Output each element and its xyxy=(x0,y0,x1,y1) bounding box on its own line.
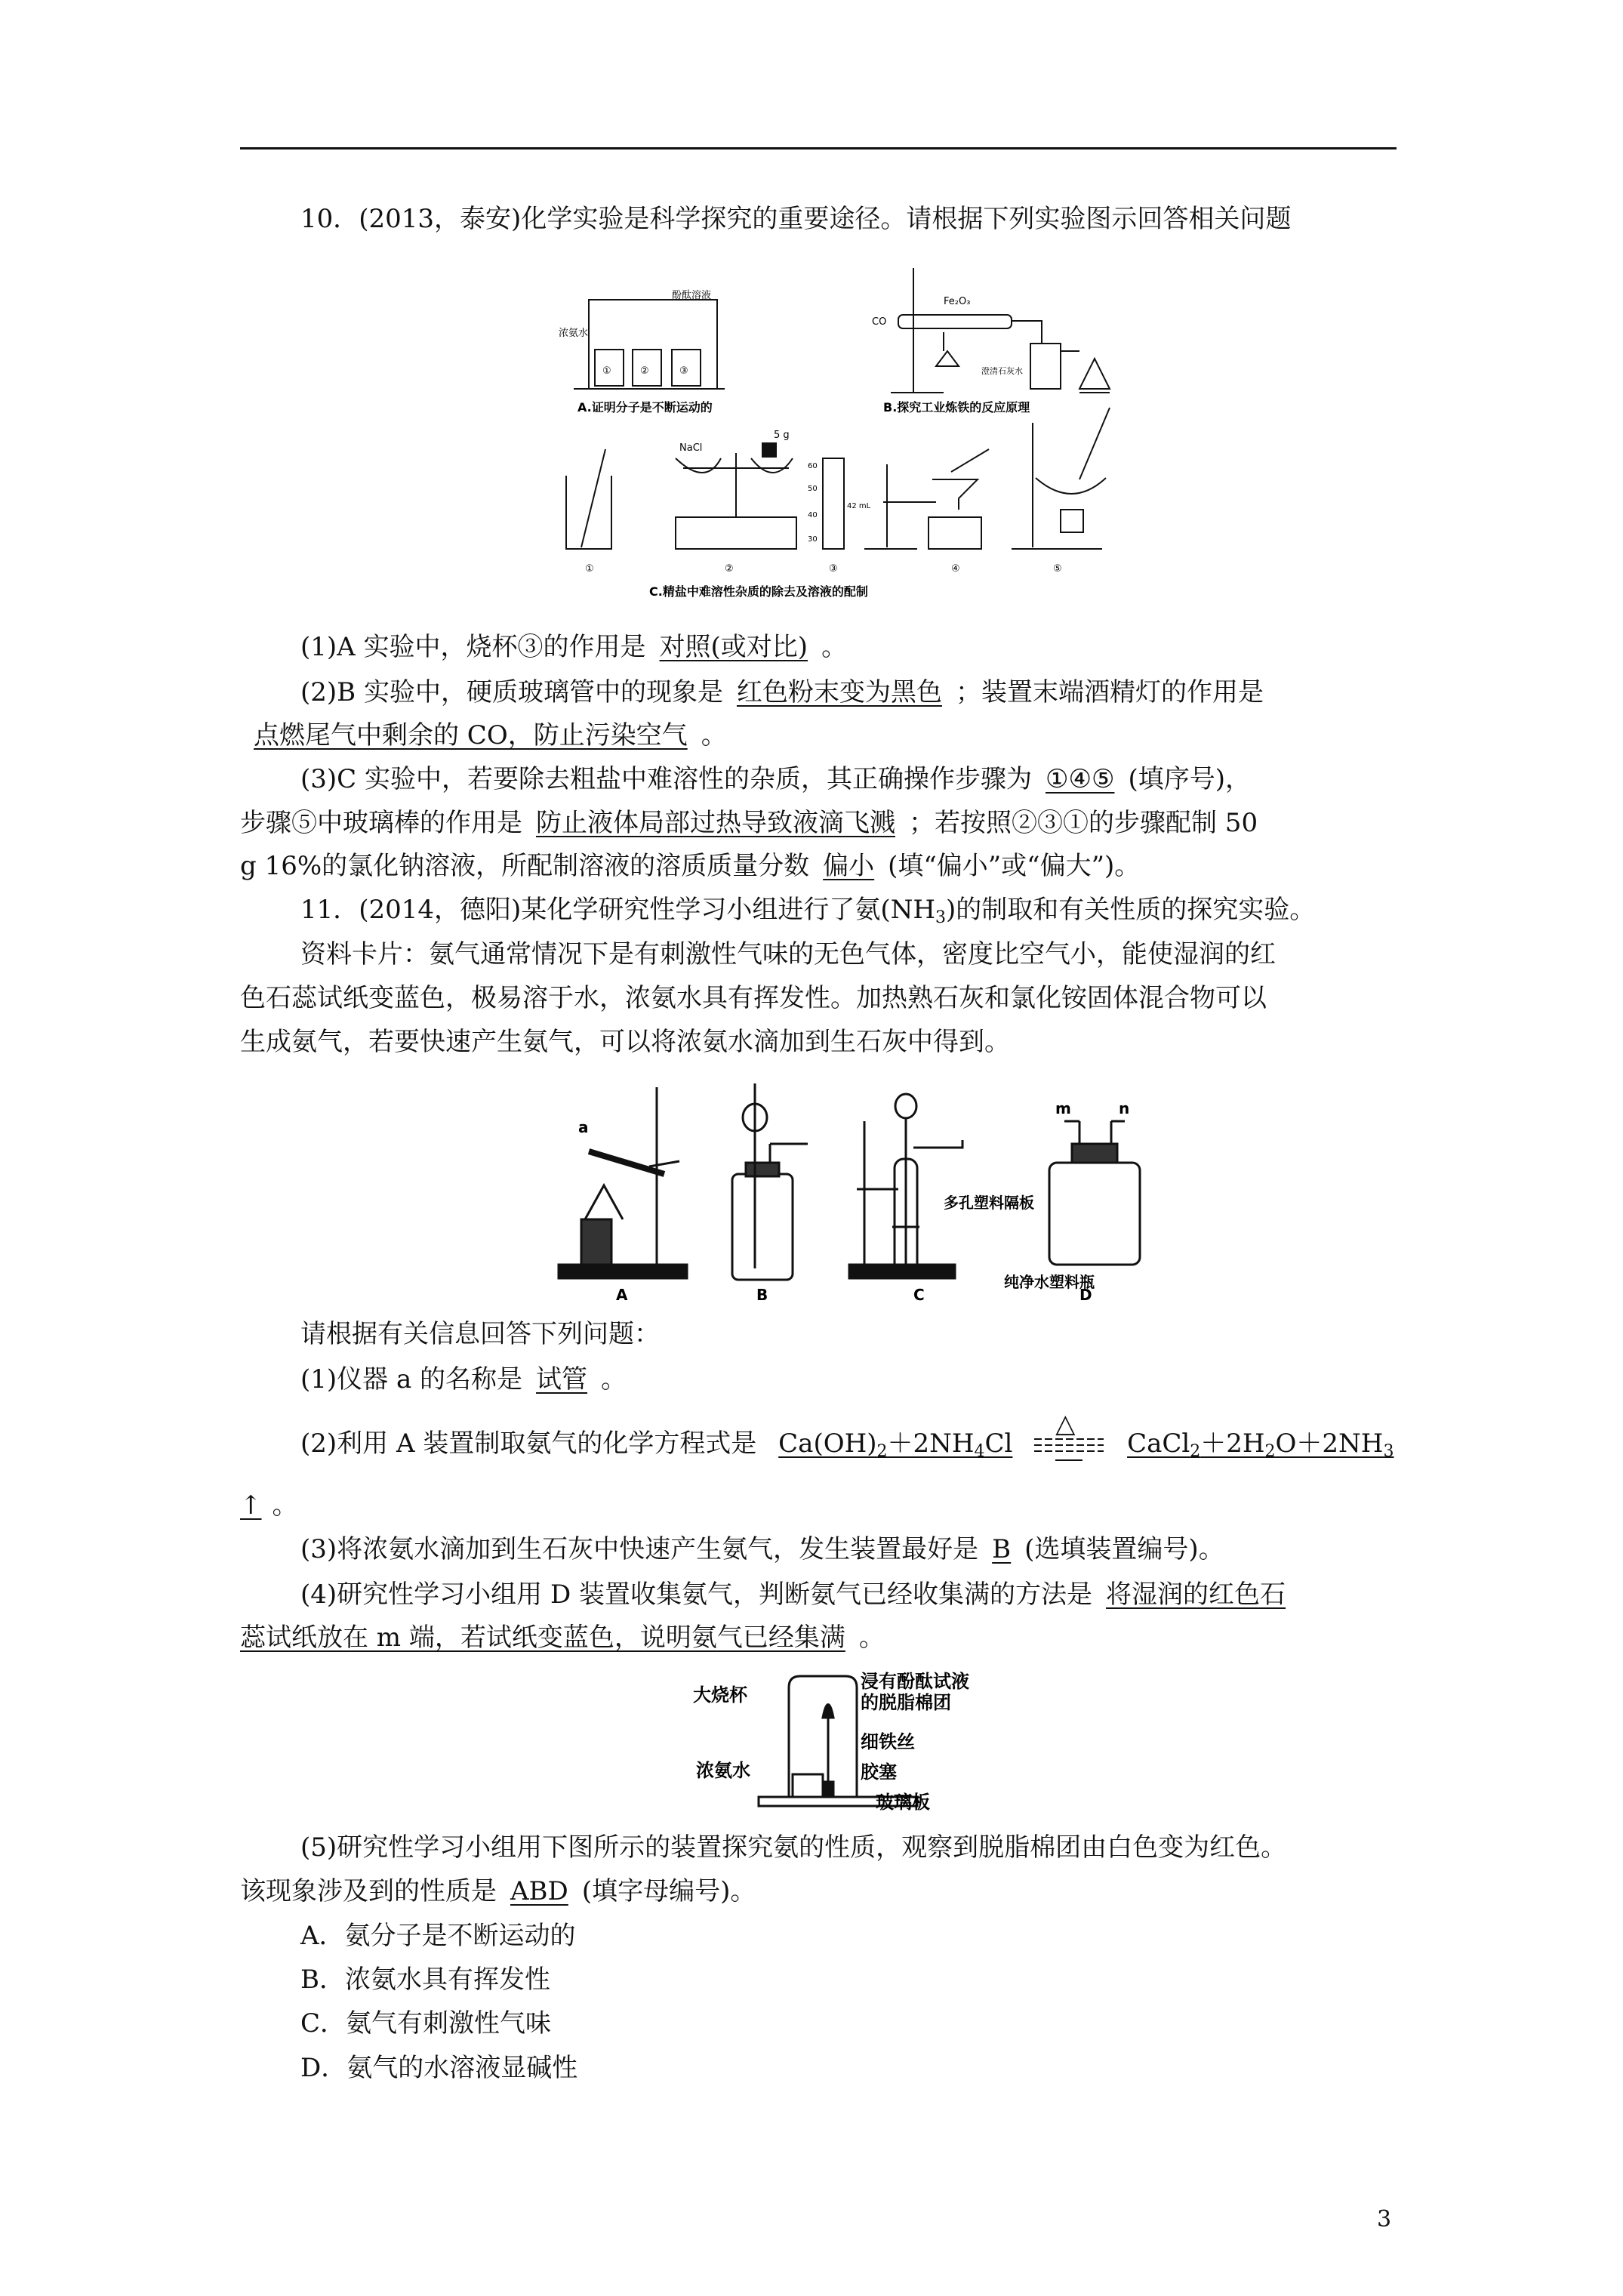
beaker-2-label: ② xyxy=(640,365,649,377)
q11-sub4: (4)研究性学习小组用 D 装置收集氨气，判断氨气已经收集满的方法是 将湿润的红色石 xyxy=(300,1579,1286,1610)
q10-part2-answer-1: 红色粉末变为黑色 xyxy=(736,677,942,707)
q10-experiment-figure xyxy=(559,260,1132,608)
q11-sub3-answer: B xyxy=(992,1534,1012,1564)
q11-sub4-answer-1: 将湿润的红色石 xyxy=(1106,1579,1286,1610)
mass-label: 5 g xyxy=(774,430,790,441)
q11-ammonia-property-figure xyxy=(679,1665,969,1816)
q10-part2-line2: 点燃尾气中剩余的 CO，防止污染空气 。 xyxy=(240,719,727,752)
step-2: ② xyxy=(725,563,734,575)
q11-sub4-answer-2: 蕊试纸放在 m 端，若试纸变蓝色，说明氨气已经集满 xyxy=(240,1623,845,1653)
plastic-bottle-label: 纯净水塑料瓶 xyxy=(1004,1273,1095,1291)
q11-card-line1: 资料卡片：氨气通常情况下是有刺激性气味的无色气体，密度比空气小，能使湿润的红 xyxy=(300,939,1276,969)
apparatus-a-tag: a xyxy=(578,1118,589,1136)
q11-equation-left: $Ca(OH)_2+2NH_4Cl$ xyxy=(778,1428,1013,1461)
volume-label: 42 mL xyxy=(847,502,871,510)
option-d: D．氨气的水溶液显碱性 xyxy=(300,2053,578,2083)
caption-b: B.探究工业炼铁的反应原理 xyxy=(883,400,1030,415)
stopper-label: 胶塞 xyxy=(861,1761,897,1783)
apparatus-a-diagram xyxy=(559,1087,687,1278)
apparatus-b-diagram xyxy=(732,1083,808,1280)
tick-40: 40 xyxy=(808,511,818,519)
option-c: C．氨气有刺激性气味 xyxy=(300,2008,552,2039)
gas-arrow-icon: ↑ xyxy=(240,1490,262,1521)
step-3: ③ xyxy=(829,563,838,575)
tick-30: 30 xyxy=(808,535,818,544)
cotton-label-2: 的脱脂棉团 xyxy=(861,1692,951,1713)
nacl-label: NaCl xyxy=(679,442,703,454)
apparatus-c-letter: C xyxy=(913,1286,925,1304)
q11-sub1-answer: 试管 xyxy=(536,1364,588,1395)
q11-sub1: (1)仪器 a 的名称是 试管 。 xyxy=(300,1364,627,1395)
caption-c: C.精盐中难溶性杂质的除去及溶液的配制 xyxy=(649,584,868,599)
tick-50: 50 xyxy=(808,485,818,493)
q10-part1-answer: 对照(或对比) xyxy=(659,632,808,662)
apparatus-a-letter: A xyxy=(616,1286,628,1304)
beaker-label: 大烧杯 xyxy=(693,1684,747,1706)
cotton-label-1: 浸有酚酞试液 xyxy=(861,1671,969,1692)
step-4: ④ xyxy=(951,563,960,575)
header-rule xyxy=(240,147,1397,149)
page-number: 3 xyxy=(1377,2206,1392,2233)
co-label: CO xyxy=(872,316,887,328)
porous-plate-label: 多孔塑料隔板 xyxy=(944,1194,1034,1212)
option-a: A．氨分子是不断运动的 xyxy=(300,1921,576,1951)
q11-card-line3: 生成氨气，若要快速产生氨气，可以将浓氨水滴加到生石灰中得到。 xyxy=(240,1027,1010,1057)
glass-plate-label: 玻璃板 xyxy=(876,1792,930,1813)
q11-intro: 请根据有关信息回答下列问题： xyxy=(300,1319,660,1349)
apparatus-d-diagram xyxy=(1049,1121,1140,1265)
ammonia-label: 浓氨水 xyxy=(559,328,589,339)
q10-part3-answer-3: 偏小 xyxy=(823,851,875,881)
beaker-1-label: ① xyxy=(602,365,611,377)
fe2o3-label: Fe₂O₃ xyxy=(944,296,971,307)
q11-sub4-line2: 蕊试纸放在 m 端，若试纸变蓝色，说明氨气已经集满 。 xyxy=(240,1623,885,1653)
step-5: ⑤ xyxy=(1053,563,1062,575)
apparatus-c-diagram xyxy=(849,1094,962,1278)
apparatus-b-letter: B xyxy=(756,1286,768,1304)
q11-card-line2: 色石蕊试纸变蓝色，极易溶于水，浓氨水具有挥发性。加热熟石灰和氯化铵固体混合物可以 xyxy=(240,983,1267,1013)
limewater-label: 澄清石灰水 xyxy=(981,366,1023,376)
experiment-c-diagram xyxy=(566,408,1110,549)
apparatus-d-letter: D xyxy=(1079,1286,1092,1304)
option-b: B．浓氨水具有挥发性 xyxy=(300,1965,550,1995)
q10-part2: (2)B 实验中，硬质玻璃管中的现象是 红色粉末变为黑色 ；装置末端酒精灯的作用是 xyxy=(300,677,1264,707)
heat-symbol-icon: △ xyxy=(1055,1409,1076,1439)
q11-equation-right: $CaCl_2+2H_2O+2NH_3$ xyxy=(1127,1428,1394,1461)
q10-part3-answer-2: 防止液体局部过热导致液滴飞溅 xyxy=(536,808,895,838)
q11-sub5-line2: 该现象涉及到的性质是 ABD (填字母编号)。 xyxy=(240,1876,756,1906)
q10-part1: (1)A 实验中，烧杯③的作用是 对照(或对比) 。 xyxy=(300,632,848,662)
heating-condition xyxy=(1028,1409,1111,1462)
q11-sub2: (2)利用 A 装置制取氨气的化学方程式是 $Ca(OH)_2+2NH_4Cl$ △ $CaCl_2+2H_2O+2NH_3$ xyxy=(300,1409,1394,1461)
q10-part3-line2: 步骤⑤中玻璃棒的作用是 防止液体局部过热导致液滴飞溅 ；若按照②③①的步骤配制 50 xyxy=(240,808,1258,838)
q11-stem: 11．(2014，德阳)某化学研究性学习小组进行了氨$(NH_3)$的制取和有关性质的探究实验。 xyxy=(300,895,1316,927)
port-m-label: m xyxy=(1055,1099,1071,1117)
q10-stem: 10．(2013，泰安)化学实验是科学探究的重要途径。请根据下列实验图示回答相关问题 xyxy=(300,204,1292,234)
q11-sub5: (5)研究性学习小组用下图所示的装置探究氨的性质，观察到脱脂棉团由白色变为红色。 xyxy=(300,1832,1287,1863)
step-1: ① xyxy=(585,563,594,575)
beaker-3-label: ③ xyxy=(679,365,688,377)
q10-part2-answer-2: 点燃尾气中剩余的 CO，防止污染空气 xyxy=(254,720,688,750)
caption-a: A.证明分子是不断运动的 xyxy=(577,400,713,415)
phenol-label: 酚酞溶液 xyxy=(672,290,712,301)
q11-apparatus-figure xyxy=(551,1072,1170,1302)
q10-part3-answer-1: ①④⑤ xyxy=(1045,764,1115,794)
tick-60: 60 xyxy=(808,462,818,470)
q10-part3: (3)C 实验中，若要除去粗盐中难溶性的杂质，其正确操作步骤为 ①④⑤ (填序号)， xyxy=(300,764,1251,794)
q10-part3-line3: g 16%的氯化钠溶液，所配制溶液的溶质质量分数 偏小 (填“偏小”或“偏大”)。 xyxy=(240,851,1141,881)
q11-sub3: (3)将浓氨水滴加到生石灰中快速产生氨气，发生装置最好是 B (选填装置编号)。 xyxy=(300,1534,1224,1564)
port-n-label: n xyxy=(1119,1099,1130,1117)
ammonia-water-label: 浓氨水 xyxy=(696,1760,750,1781)
experiment-a-diagram xyxy=(574,300,725,389)
q11-sub2-line2: ↑ 。 xyxy=(240,1490,298,1521)
wire-label: 细铁丝 xyxy=(861,1731,915,1752)
q11-sub5-answer: ABD xyxy=(510,1876,568,1906)
